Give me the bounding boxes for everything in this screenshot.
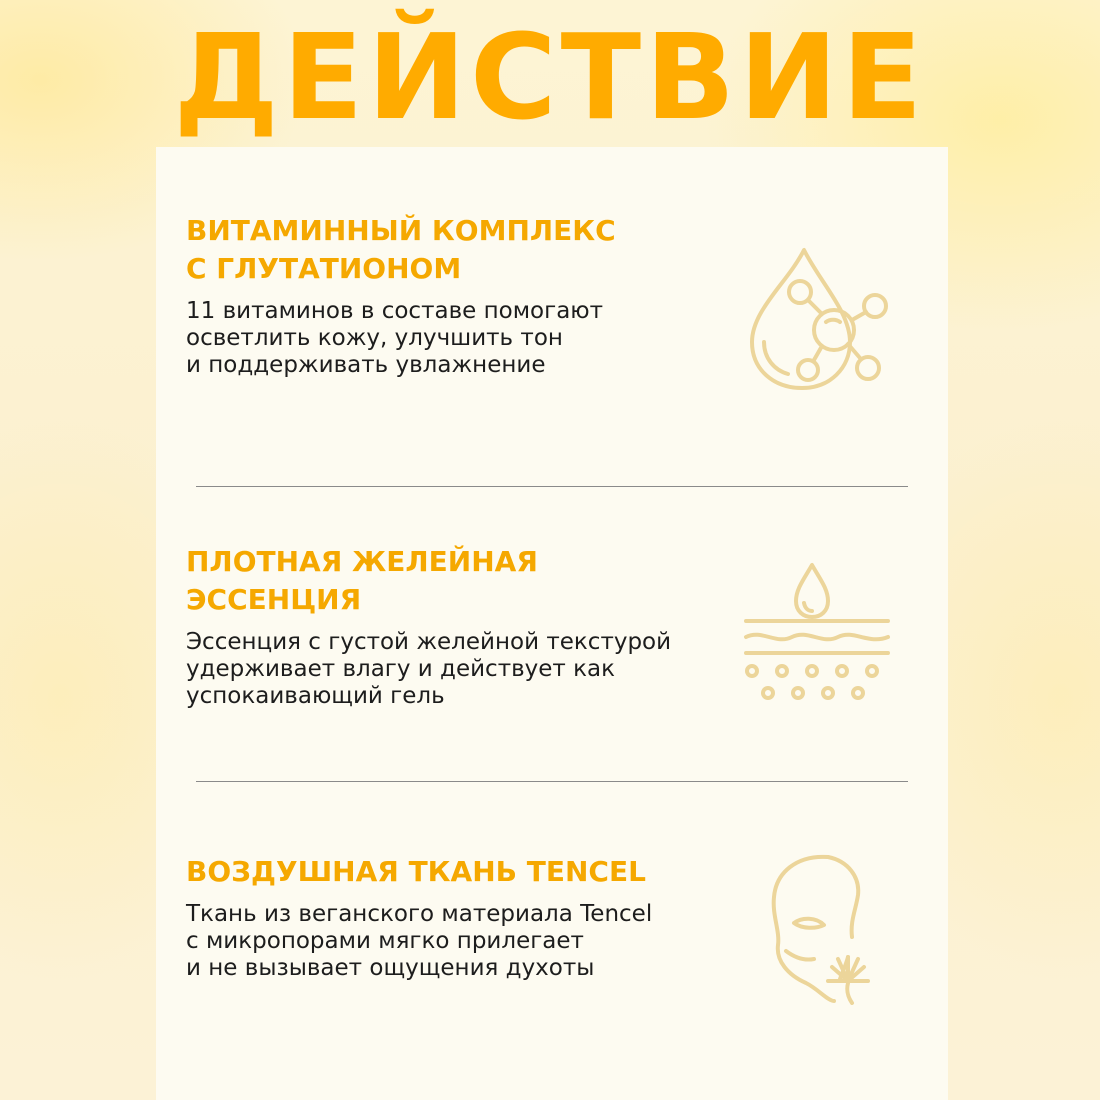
benefits-card bbox=[156, 147, 948, 1100]
benefit-vitamin-complex bbox=[186, 212, 746, 379]
benefit-description: Эссенция с густой желейной текстурой удерживает влагу и действует как успокаивающий гель bbox=[186, 629, 672, 709]
page-title: ДЕЙСТВИЕ bbox=[173, 8, 927, 146]
benefit-title: ВИТАМИННЫЙ КОМПЛЕКС С ГЛУТАТИОНОМ bbox=[186, 214, 616, 285]
benefit-jelly-essence bbox=[186, 543, 746, 710]
benefit-description: Ткань из веганского материала Tencel с микропорами мягко прилегает и не вызывает ощущения духоты bbox=[186, 901, 653, 981]
drop-molecule-icon bbox=[742, 242, 892, 392]
skin-layers-drop-icon bbox=[742, 559, 892, 709]
benefit-title: ПЛОТНАЯ ЖЕЛЕЙНАЯ ЭССЕНЦИЯ bbox=[186, 545, 538, 616]
section-divider bbox=[196, 781, 908, 782]
benefit-title: ВОЗДУШНАЯ ТКАНЬ TENCEL bbox=[186, 855, 646, 888]
benefit-description: 11 витаминов в составе помогают осветлить кожу, улучшить тон и поддерживать увлажнение bbox=[186, 298, 604, 378]
sheet-mask-icon bbox=[736, 845, 896, 1005]
section-divider bbox=[196, 486, 908, 487]
benefit-tencel-fabric bbox=[186, 853, 746, 982]
